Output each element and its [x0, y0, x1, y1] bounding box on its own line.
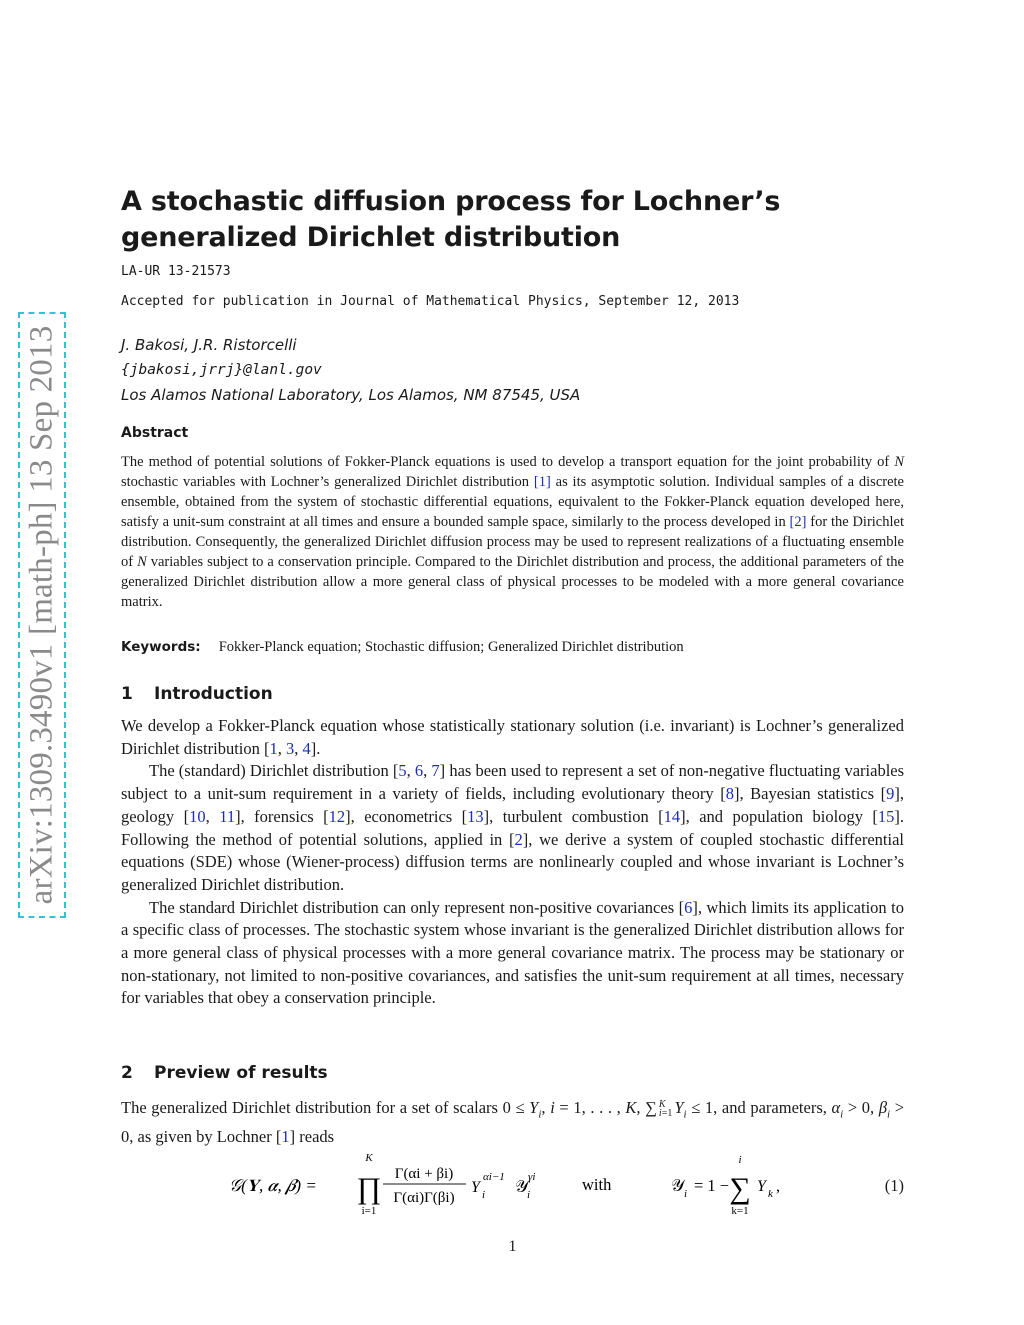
sum-term: Y	[757, 1178, 766, 1195]
keywords-label: Keywords:	[121, 639, 201, 655]
acceptance-note: Accepted for publication in Journal of Mathematical Physics, September 12, 2013	[121, 294, 740, 309]
section-title: Introduction	[154, 684, 273, 704]
text-run: ≤ 1, and parameters,	[686, 1098, 832, 1117]
math-var: K	[625, 1098, 637, 1117]
abstract-part: for the Dirichlet distribution. Consequently, the generalized Dirichlet diffusion process may be used to represent realizations of a fluctuating ensemble of	[121, 514, 904, 570]
text-run: ].	[310, 738, 321, 758]
abstract-text	[121, 452, 904, 612]
math-var: α	[831, 1098, 841, 1117]
sum-upper: i	[738, 1154, 742, 1166]
citation-link[interactable]: [1]	[533, 474, 551, 490]
math-var: i	[550, 1098, 555, 1117]
citation-link[interactable]: 9	[886, 784, 895, 804]
equation-1	[121, 1152, 904, 1222]
text-run: ], and population biology [	[680, 806, 878, 826]
factor-script-exponent: γi	[528, 1171, 536, 1183]
sum-lower: k=1	[731, 1205, 749, 1217]
text-run: ], Bayesian statistics [	[733, 784, 887, 804]
rhs-equals: = 1 −	[694, 1176, 730, 1195]
section-introduction-body	[121, 715, 904, 1010]
citation-link[interactable]: 10	[189, 806, 206, 826]
citation-link[interactable]: 5	[398, 761, 407, 781]
text-run: , ∑	[636, 1098, 657, 1117]
citation-link[interactable]: [2]	[789, 514, 807, 530]
author-emails: {jbakosi,jrrj}@lanl.gov	[121, 362, 322, 378]
rhs-script-Y: 𝒴	[671, 1176, 685, 1195]
text-run: ], we derive a system of coupled stochastic differential equations (SDE) whose (Wiener-process) diffusion terms are nonlinearly coupled and whose invariant is Lochner’s generalized Dirichlet distribution.	[121, 829, 904, 894]
abstract-part: as its asymptotic solution. Individual samples of a discrete ensemble, obtained from the system of stochastic differential equations, equivalent to the Fokker-Planck equation developed here, satisfy a unit-sum constraint at all times and ensure a bounded sample space, similarly to the process developed in	[121, 474, 904, 530]
text-run: ], turbulent combustion [	[483, 806, 664, 826]
citation-link[interactable]: 15	[877, 806, 895, 826]
text-run: > 0, as given by Lochner [	[121, 1098, 905, 1146]
rhs-script-Y-subscript: i	[684, 1188, 688, 1200]
sum-symbol: ∑	[729, 1172, 751, 1205]
math-var: Y	[674, 1098, 684, 1117]
text-run: > 0,	[843, 1098, 879, 1117]
section-title: Preview of results	[154, 1063, 328, 1083]
product-upper: K	[365, 1152, 373, 1164]
math-var: β	[878, 1098, 888, 1117]
citation-link[interactable]: 14	[663, 806, 681, 826]
abstract-part: stochastic variables with Lochner’s generalized Dirichlet distribution	[121, 474, 534, 490]
section-preview-body	[121, 1097, 904, 1149]
text-run: The (standard) Dirichlet distribution [	[149, 761, 399, 781]
fraction-numerator: Γ(αi + βi)	[394, 1166, 454, 1182]
product-lower: i=1	[361, 1205, 377, 1217]
factor-Y: Y	[471, 1179, 480, 1196]
fraction-denominator: Γ(αi)Γ(βi)	[393, 1190, 455, 1206]
citation-link[interactable]: 2	[514, 829, 523, 849]
factor-Y-exponent: αi−1	[483, 1171, 505, 1183]
text-run: ] has been used to represent a set of non-negative fluctuating variables subject to a unit-sum requirement in a variety of fields, including evolutionary theory [	[121, 761, 905, 804]
product-symbol: ∏	[356, 1172, 382, 1205]
section-number: 1	[121, 684, 133, 704]
sum-tail: ,	[776, 1178, 780, 1195]
section-number: 2	[121, 1063, 133, 1083]
section-heading-introduction	[121, 684, 273, 704]
paragraph: The (standard) Dirichlet distribution [5, 6, 7] has been used to represent a set of non-negative fluctuating variables subject to a unit-sum requirement in a variety of fields, including evolutionary theory [8], Bayesian statistics [9], geology [10, 11], forensics [12], econometrics [13], turbulent combustion [14], and population biology [15]. Following the method of potential solutions, applied in [2], we derive a system of coupled stochastic differential equations (SDE) whose (Wiener-process) diffusion terms are nonlinearly coupled and whose invariant is Lochner’s generalized Dirichlet distribution.	[121, 761, 905, 894]
citation-link[interactable]: 8	[725, 784, 734, 804]
text-run: ], which limits its application to a specific class of processes. The stochastic system whose invariant is the generalized Dirichlet distribution allows for a more general class of physical processes with a more general covariance matrix. The process may be stationary or non-stationary, not limited to non-positive covariances, and satisfies the unit-sum requirement at all times, necessary for variables that obey a conservation principle.	[121, 897, 904, 1008]
abstract-heading: Abstract	[121, 425, 189, 441]
text-run: ]. Following the method of potential solutions, applied in [	[121, 806, 905, 849]
text-run: ] reads	[289, 1127, 335, 1146]
citation-link[interactable]: 6	[684, 897, 693, 917]
factor-Y-subscript: i	[482, 1189, 486, 1201]
citation-link[interactable]: 13	[467, 806, 484, 826]
text-run: ], geology [	[121, 784, 904, 826]
paragraph	[121, 897, 904, 1011]
text-run: The standard Dirichlet distribution can only represent non-positive covariances [	[149, 897, 685, 917]
citation-link[interactable]: 1	[281, 1127, 290, 1146]
equation-number: (1)	[884, 1176, 904, 1195]
authors: J. Bakosi, J.R. Ristorcelli	[121, 336, 297, 354]
arxiv-stamp-text: arXiv:1309.3490v1 [math-ph] 13 Sep 2013	[23, 325, 60, 905]
math-var: Y	[529, 1098, 539, 1117]
text-run: = 1, . . . ,	[554, 1098, 626, 1117]
math-N: N	[137, 554, 147, 570]
equation-lhs: 𝒢(𝐘, 𝜶, 𝜷) =	[229, 1176, 317, 1195]
abstract-part: The method of potential solutions of Fokker-Planck equations is used to develop a transport equation for the joint probability of	[121, 454, 895, 470]
factor-script-Y: 𝒴	[515, 1177, 529, 1196]
section-heading-preview	[121, 1063, 328, 1083]
arxiv-stamp	[18, 312, 66, 918]
math-N: N	[894, 454, 904, 470]
text-run: ], forensics [	[235, 806, 329, 826]
affiliation: Los Alamos National Laboratory, Los Alamos, NM 87545, USA	[121, 386, 581, 404]
sum-term-subscript: k	[768, 1188, 773, 1200]
paper-title: A stochastic diffusion process for Lochner’s generalized Dirichlet distribution	[121, 186, 781, 253]
paragraph: We develop a Fokker-Planck equation whose statistically stationary solution (i.e. invariant) is Lochner’s generalized Dirichlet distribution [1, 3, 4].	[121, 716, 904, 758]
text-run: ], econometrics [	[345, 806, 468, 826]
equation-with: with	[582, 1175, 612, 1194]
citation-link[interactable]: 4	[302, 738, 311, 758]
citation-link[interactable]: 1	[269, 738, 278, 758]
citation-link[interactable]: 7	[431, 761, 440, 781]
factor-script-subscript: i	[527, 1189, 531, 1201]
report-number: LA-UR 13-21573	[121, 264, 231, 279]
citation-link[interactable]: 6	[414, 761, 424, 781]
text-run: We develop a Fokker-Planck equation whose statistically stationary solution (i.e. invariant) is Lochner’s generalized Dirichlet distribution [	[121, 716, 904, 758]
paragraph: The generalized Dirichlet distribution for a set of scalars $0 \le Y_i$, i = 1, . . . , K, ∑ K i=1 $Y_i \le 1$, and parameters, $\alpha_i > 0$, $\beta_i > 0$, as given by Lochner [1] reads	[121, 1098, 905, 1146]
text-run: ,	[541, 1098, 551, 1117]
keywords	[121, 639, 904, 656]
citation-link[interactable]: 12	[328, 806, 346, 826]
text-run: The generalized Dirichlet distribution for a set of scalars 0 ≤	[121, 1098, 530, 1117]
page-number: 1	[508, 1238, 517, 1255]
abstract-part: variables subject to a conservation principle. Compared to the Dirichlet distribution and process, the additional parameters of the generalized Dirichlet distribution allow a more general class of physical processes to be modeled with a more general covariance matrix.	[121, 554, 904, 610]
equation-svg	[121, 1152, 904, 1222]
keywords-value: Fokker-Planck equation; Stochastic diffusion; Generalized Dirichlet distribution	[218, 639, 684, 655]
citation-link[interactable]: 3	[285, 738, 295, 758]
citation-link[interactable]: 11	[219, 806, 236, 826]
